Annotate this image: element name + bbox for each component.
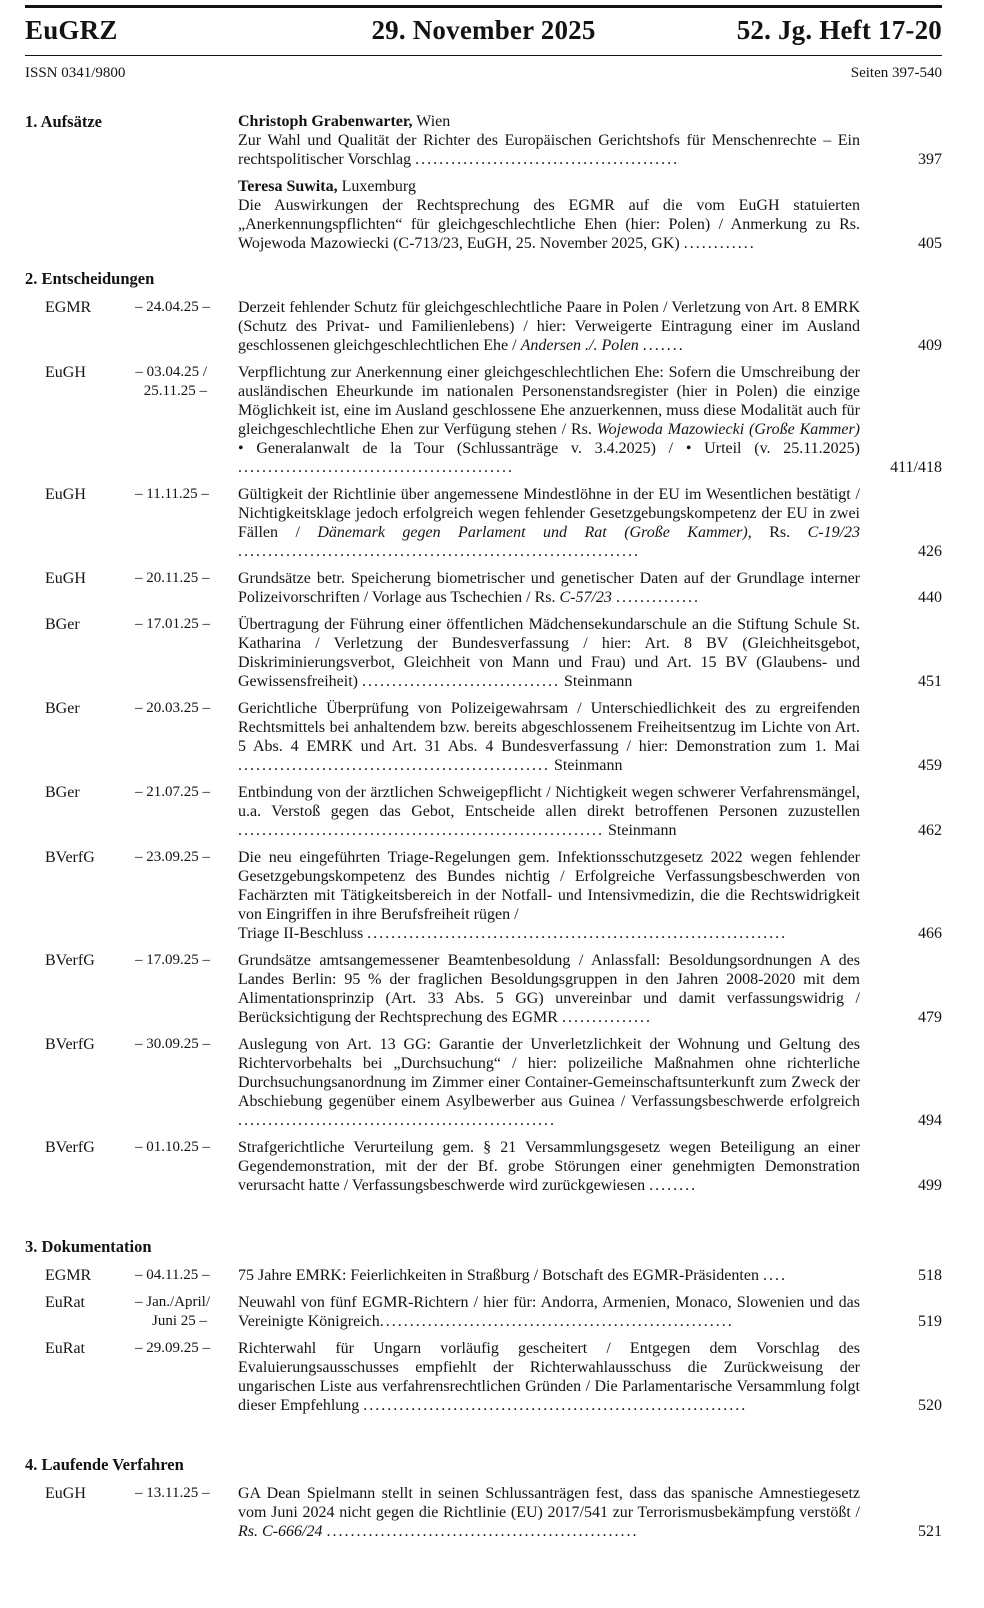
entry-text [207,615,860,691]
entry-text [207,699,860,775]
entry-date [135,1484,210,1541]
entry-text [207,569,860,607]
entry-date [135,363,207,477]
section [25,269,942,1195]
entry-text-run: Grundsätze amtsangemessener Beamtenbesoldung / Anlassfall: Besoldungsordnungen A des Landes Berlin: 95 % der fraglichen Besoldungsgruppen in den Jahren 2008-2020 mit dem Alimentationsprinzip (Art. 33 Abs. 5 GG) unvereinbar und damit verfassungswidrig / Berücksichtigung der Rechtsprechung des EGMR [238,952,860,1027]
toc-entry [25,569,942,607]
entry-text-run: Zur Wahl und Qualität der Richter des Europäischen Gerichtshofs für Menschenrechte – Ein rechtspolitischer Vorschlag [238,132,860,169]
entry-page-number: 409 [918,337,942,355]
entry-date [135,783,210,840]
toc-entry [25,951,942,1027]
entry-description [238,363,860,477]
entry-date-line: Juni 25 – [151,1313,207,1330]
masthead [25,8,942,55]
case-citation: C-19/23 [807,524,861,542]
case-citation: Andersen ./. Polen [520,337,639,355]
toc-entry [25,1035,942,1130]
subhead [25,65,942,82]
entry-description [238,951,860,1027]
entry-editor: Steinmann [559,673,633,691]
entry-court: BVerfG [45,1139,95,1157]
entry-page-number: 405 [918,235,942,253]
dot-leader: ................................. [361,673,560,691]
entry-court: EuGH [45,486,86,504]
entry-date [135,1293,210,1331]
toc-entry [25,1138,942,1195]
entry-date-line: – 29.09.25 – [135,1340,210,1357]
toc-entry [25,1266,942,1285]
entry-date [135,177,207,253]
issue-number: 52. Jg. Heft 17-20 [736,14,942,45]
entry-page-number: 466 [918,925,942,943]
entry-date [135,112,207,169]
entry-date-line: – 03.04.25 / [135,364,207,381]
entry-description [238,569,860,607]
toc-entry [25,1293,942,1331]
issn: ISSN 0341/9800 [25,65,126,82]
entry-page-number: 494 [918,1112,942,1130]
entry-text-run: Triage II-Beschluss [238,925,368,943]
entry-text-run: Neuwahl von fünf EGMR-Richtern / hier für: Andorra, Armenien, Monaco, Slowenien und das Vereinigte Königreich [238,1294,860,1331]
entry-page-number: 499 [918,1177,942,1195]
entry-text-run: Die neu eingeführten Triage-Regelungen gem. Infektionsschutzgesetz 2022 wegen fehlender Gesetzgebungskompetenz des Bundes nichtig / Erfolgreiche Verfassungsbeschwerden von Fachärzten mit Tätigkeitsbereich in der Notfall- und Intensivmedizin, die die Rechtswidrigkeit von Eingriffen in ihre Berufsfreiheit rügen / [238,849,860,924]
dot-leader: .............................................. [238,459,514,477]
dot-leader: ........................................................... [379,1313,734,1331]
entry-court: BVerfG [45,849,95,867]
entry-text-run: Gerichtliche Überprüfung von Polizeigewahrsam / Unterschiedlichkeit des zu ergreifenden Rechtsmittels bei anhaltendem bzw. bereits abgeschlossenem Freiheitsentzug im Lichte von Art. 5 Abs. 4 EMRK und Art. 31 Abs. 4 Bundesverfassung / hier: Demonstration zum 1. Mai [238,700,860,756]
entry-page-number: 519 [918,1313,942,1331]
entry-text [207,1293,860,1331]
entry-date-line: – 20.03.25 – [135,700,210,717]
entry-description [238,131,860,169]
entry-court: EuRat [45,1340,85,1358]
entry-page-number: 479 [918,1009,942,1027]
entry-text-run: Auslegung von Art. 13 GG: Garantie der Unverletzlichkeit der Wohnung und Geltung des Richtervorbehalts bei „Durchsuchung“ / hier: polizeiliche Maßnahmen ohne richterliche Durchsuchungsanordnung im Zimmer einer Container-Gemeinschaftsunterkunft zum Zweck der Abschiebung gegenüber einem Asylbewerber aus Guinea / Verfassungsbeschwerde erfolgreich [238,1036,860,1111]
entry-date [135,298,210,355]
entry-text [207,485,860,561]
entry-page-number: 451 [918,673,942,691]
entry-court [25,177,135,253]
dot-leader: ....... [642,337,685,355]
entry-editor: Steinmann [604,822,677,840]
entry-date-line: – 24.04.25 – [135,299,210,316]
toc-sections [25,112,942,1541]
dot-leader: ............ [683,235,756,253]
entry-description [238,1484,860,1541]
entry-text-run: Verpflichtung zur Anerkennung einer gleichgeschlechtlichen Ehe: Sofern die Umschreibung der ausländischen Eheurkunde im nationalen Personenstandsregister (hier in Polen) die einzige Möglichkeit ist, eine im Ausland geschlossene Ehe anzuerkennen, muss diese Modalität auch für gleichgeschlechtliche Ehen zur Verfügung stehen / Rs. [238,364,860,439]
entry-date-line: – 17.01.25 – [135,616,210,633]
entry-date [135,615,210,691]
dot-leader: .................................................... [238,757,550,775]
entry-description [238,485,860,561]
entry-page-number: 462 [918,822,942,840]
dot-leader: .................................................... [326,1523,639,1541]
entry-author: Christoph Grabenwarter, Wien [238,113,451,131]
entry-text [207,1266,860,1285]
entry-text [207,1138,860,1195]
entry-court: EGMR [45,299,92,317]
entry-date-line: – Jan./April/ [135,1294,210,1311]
entry-date-line: – 01.10.25 – [135,1139,210,1156]
entry-text [207,363,860,477]
entry-description [238,783,860,840]
entry-text-run: Richterwahl für Ungarn vorläufig gescheitert / Entgegen dem Vorschlag des Evaluierungsausschusses empfiehlt der Richterwahlausschuss die Zurückweisung der ungarischen Liste aus verfahrensrechtlichen Gründen / Die Parlamentarische Versammlung folgt dieser Empfehlung [238,1340,860,1415]
dot-leader: ..................................................... [238,1112,556,1130]
entry-page-number: 518 [918,1267,942,1285]
entry-text [207,951,860,1027]
entry-court: EuGH [45,1485,86,1503]
entry-text [207,848,860,943]
toc-entry [25,363,942,477]
dot-leader: ............................................................. [238,822,604,840]
entry-text-run: Entbindung von der ärztlichen Schweigepflicht / Nichtigkeit wegen schwerer Verfahrensmängel, u.a. Verstoß gegen das Gebot, Entscheide allen direkt betroffenen Personen zuzustellen [238,784,860,821]
entry-description [238,1339,860,1415]
entry-text [207,783,860,840]
entry-court: BGer [45,616,80,634]
entry-date-line: – 30.09.25 – [135,1036,210,1053]
dot-leader: ........ [649,1177,698,1195]
entry-date [135,1266,210,1285]
entry-date [135,699,210,775]
entry-date [135,485,207,561]
section-title: 4. Laufende Verfahren [25,1455,184,1475]
entry-description [238,196,860,253]
entry-text [207,1484,860,1541]
entry-text-run: Derzeit fehlender Schutz für gleichgeschlechtliche Paare in Polen / Verletzung von Art. 8 EMRK (Schutz des Privat- und Familienlebens) / hier: Verweigerte Eintragung einer im Ausland geschlossenen gleichgeschlechtlichen Ehe / [238,299,860,355]
entry-date [135,1138,210,1195]
entry-page-number: 411/418 [890,459,942,477]
entry-court: BGer [45,700,80,718]
entry-page-number: 426 [918,543,942,561]
entry-page-number: 397 [918,151,942,169]
entry-text [207,1035,860,1130]
entry-text-run: Rs. [751,524,808,542]
section [25,1455,942,1541]
entry-date-line: – 21.07.25 – [135,784,210,801]
section [25,1237,942,1415]
dot-leader: ...................................................................... [367,925,788,943]
dot-leader: ................................................................ [363,1397,748,1415]
entry-page-number: 459 [918,757,942,775]
entry-court: EuGH [45,364,86,382]
masthead-rule [25,55,942,57]
case-citation: Rs. C-666/24 [238,1523,323,1541]
entry-court: BVerfG [45,1036,95,1054]
entry-date-line: – 04.11.25 – [135,1267,210,1284]
entry-date [135,1035,210,1130]
entry-editor: Steinmann [550,757,623,775]
toc-entry [25,1484,942,1541]
entry-court: BGer [45,784,80,802]
toc-entry [25,298,942,355]
entry-text-run: Die Auswirkungen der Rechtsprechung des EGMR auf die vom EuGH statuierten „Anerkennungspflichten“ für gleichgeschlechtliche Ehen (hier: Polen) / Anmerkung zu Rs. Wojewoda Mazowiecki (C-713/23, EuGH, 25. November 2025, GK) [238,197,860,253]
entry-court: EuRat [45,1294,85,1312]
entry-text-run: 75 Jahre EMRK: Feierlichkeiten in Straßburg / Botschaft des EGMR-Präsidenten [238,1267,763,1285]
entry-text-run: • Generalanwalt de la Tour (Schlussanträge v. 3.4.2025) / • Urteil (v. 25.11.2025) [238,440,860,458]
toc-entry [25,485,942,561]
dot-leader: ............... [561,1009,652,1027]
entry-description [238,615,860,691]
journal-title: EuGRZ [25,14,118,45]
entry-page-number: 440 [918,589,942,607]
toc-entry [25,699,942,775]
case-citation: C-57/23 [559,589,612,607]
section-title: 1. Aufsätze [25,112,102,132]
entry-text [207,112,860,169]
toc-entry [25,1339,942,1415]
journal-toc-page [0,5,984,1541]
entry-description [238,699,860,775]
case-citation: Wojewoda Mazowiecki (Große Kammer) [596,421,861,439]
toc-entry [25,112,942,169]
entry-date-line: – 13.11.25 – [135,1485,210,1502]
dot-leader: ................................................................... [238,543,640,561]
entry-author: Teresa Suwita, Luxemburg [238,178,416,196]
entry-court: EGMR [45,1267,92,1285]
entry-description [238,1266,860,1285]
entry-date-line: 25.11.25 – [143,383,207,400]
entry-description [238,298,860,355]
entry-text [207,298,860,355]
toc-entry [25,615,942,691]
entry-date-line: – 20.11.25 – [135,570,210,587]
entry-text [207,1339,860,1415]
toc-entry [25,848,942,943]
dot-leader: .... [762,1267,787,1285]
dot-leader: ............................................ [415,151,680,169]
entry-court: BVerfG [45,952,95,970]
case-citation: Dänemark gegen Parlament und Rat (Große Kammer), [317,524,752,542]
section-title: 3. Dokumentation [25,1237,152,1257]
entry-text-run: Strafgerichtliche Verurteilung gem. § 21 Versammlungsgesetz wegen Beteiligung an einer Gegendemonstration, mit der der Bf. grobe Störungen einer genehmigten Demonstration verursacht hatte / Verfassungsbeschwerde wird zurückgewiesen [238,1139,860,1195]
section-title: 2. Entscheidungen [25,269,155,289]
entry-text [207,177,860,253]
issue-date: 29. November 2025 [371,14,596,45]
entry-text-run: GA Dean Spielmann stellt in seinen Schlussanträgen fest, dass das spanische Amnestiegesetz vom Juni 2024 nicht gegen die Richtlinie (EU) 2017/541 zur Terrorismusbekämpfung verstößt / [238,1485,860,1522]
entry-date [135,848,210,943]
entry-court: EuGH [45,570,86,588]
author-name: Teresa Suwita, [238,178,338,196]
section [25,112,942,253]
entry-description [238,1035,860,1130]
toc-entry [25,177,942,253]
entry-date-line: – 17.09.25 – [135,952,210,969]
entry-date-line: – 11.11.25 – [135,486,209,503]
page-range: Seiten 397-540 [850,65,942,82]
entry-date [135,569,210,607]
entry-text-run: Grundsätze betr. Speicherung biometrischer und genetischer Daten auf der Grundlage interner Polizeivorschriften / Vorlage aus Tschechien / Rs. [238,570,860,607]
entry-text-run: Gültigkeit der Richtlinie über angemessene Mindestlöhne in der EU im Wesentlichen bestätigt / Nichtigkeitsklage jedoch erfolgreich wegen fehlender Gesetzgebungskompetenz der EU in zwei Fällen / [238,486,860,542]
entry-description [238,848,860,943]
entry-date [135,951,210,1027]
entry-page-number: 520 [918,1397,942,1415]
author-name: Christoph Grabenwarter, [238,113,413,131]
entry-date [135,1339,210,1415]
entry-description [238,1138,860,1195]
entry-page-number: 521 [918,1523,942,1541]
entry-date-line: – 23.09.25 – [135,849,210,866]
dot-leader: .............. [615,589,700,607]
entry-text-run: Übertragung der Führung einer öffentlichen Mädchensekundarschule an die Stiftung Schule St. Katharina / Verletzung der Bundesverfassung / hier: Art. 8 BV (Gleichheitsgebot, Diskriminierungsverbot, Gleichheit von Mann und Frau) und Art. 15 BV (Glaubens- und Gewissensfreiheit) [238,616,860,691]
toc-entry [25,783,942,840]
entry-description [238,1293,860,1331]
